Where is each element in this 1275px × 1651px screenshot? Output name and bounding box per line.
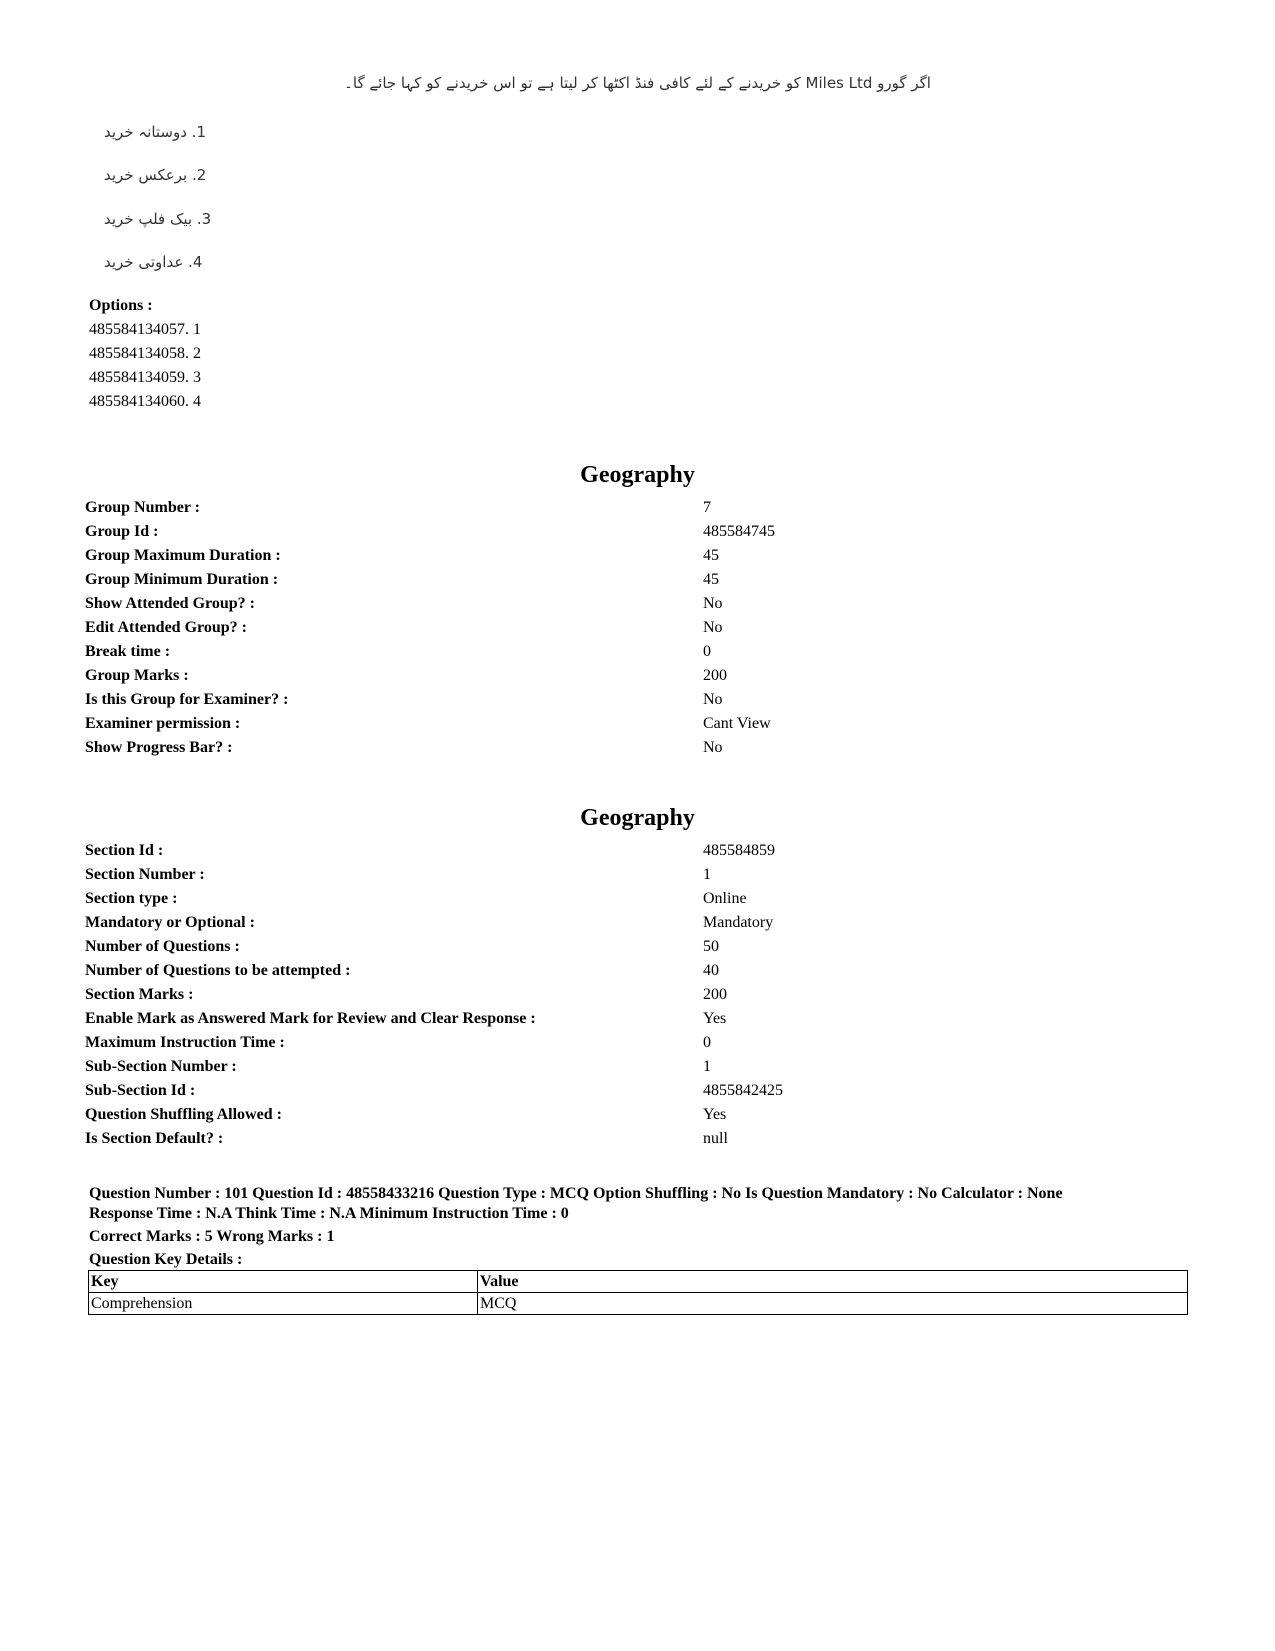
group-row [85,664,1185,688]
row-key: Enable Mark as Answered Mark for Review and Clear Response : [85,1010,536,1027]
section-row [85,1031,1185,1055]
section-row [85,863,1185,887]
row-value: 0 [703,643,711,660]
key-header: Key [89,1271,478,1293]
row-key: Sub-Section Id : [85,1082,196,1099]
row-value: No [703,619,723,636]
answer-choice-2: 2. برعکس خرید [104,166,207,184]
row-key: Group Id : [85,523,159,540]
row-value: 4855842425 [703,1082,783,1099]
question-key-details-title: Question Key Details : [89,1251,243,1268]
group-row [85,520,1185,544]
key-cell: Comprehension [89,1293,478,1315]
option-item: 485584134058. 2 [89,345,201,362]
section-row [85,887,1185,911]
row-key: Is this Group for Examiner? : [85,691,289,708]
row-key: Section Number : [85,866,205,883]
group-row [85,568,1185,592]
section-row [85,959,1185,983]
row-value: 45 [703,571,719,588]
option-item: 485584134060. 4 [89,393,201,410]
row-key: Examiner permission : [85,715,241,732]
question-key-table [88,1270,1188,1315]
row-value: Online [703,890,747,907]
row-value: No [703,595,723,612]
question-text: اگر گورو Miles Ltd کو خریدنے کے لئے کافی فنڈ اکٹھا کر لیتا ہے تو اس خریدنے کو کہا جائے گا۔ [344,74,931,92]
row-key: Break time : [85,643,171,660]
row-value: 7 [703,499,711,516]
row-key: Mandatory or Optional : [85,914,255,931]
section-row [85,911,1185,935]
row-key: Number of Questions : [85,938,240,955]
row-value: Cant View [703,715,771,732]
answer-choice-4: 4. عداوتی خرید [104,253,203,271]
row-key: Question Shuffling Allowed : [85,1106,282,1123]
answer-choice-3: 3. بیک فلپ خرید [104,210,212,228]
row-key: Maximum Instruction Time : [85,1034,285,1051]
group-details-table [85,496,1185,760]
key-table-row [89,1293,1188,1315]
answer-choice-1: 1. دوستانہ خرید [104,123,207,141]
row-key: Group Maximum Duration : [85,547,281,564]
options-title: Options : [89,297,153,314]
row-key: Section Marks : [85,986,194,1003]
section-details-table [85,839,1185,1151]
question-info-line1: Question Number : 101 Question Id : 48558433216 Question Type : MCQ Option Shuffling : No Is Question Mandatory : No Calculator : None [89,1185,1063,1202]
options-list [89,294,201,414]
section-row [85,1103,1185,1127]
group-row [85,496,1185,520]
row-value: null [703,1130,728,1147]
row-key: Show Progress Bar? : [85,739,233,756]
row-value: Yes [703,1106,727,1123]
row-key: Sub-Section Number : [85,1058,237,1075]
group-row [85,712,1185,736]
value-header: Value [478,1271,1188,1293]
row-value: 1 [703,866,711,883]
row-value: 200 [703,667,727,684]
row-value: Yes [703,1010,727,1027]
row-key: Edit Attended Group? : [85,619,247,636]
key-table-header [89,1271,1188,1293]
section-row [85,1127,1185,1151]
question-info [89,1184,1209,1270]
row-value: 1 [703,1058,711,1075]
row-value: No [703,691,723,708]
group-row [85,640,1185,664]
group-row [85,688,1185,712]
row-value: No [703,739,723,756]
option-item: 485584134057. 1 [89,321,201,338]
row-value: 0 [703,1034,711,1051]
row-value: 40 [703,962,719,979]
row-value: 485584745 [703,523,775,540]
row-key: Section type : [85,890,178,907]
section-row [85,839,1185,863]
group-row [85,544,1185,568]
section-row [85,1055,1185,1079]
row-key: Group Marks : [85,667,189,684]
question-info-line2: Response Time : N.A Think Time : N.A Minimum Instruction Time : 0 [89,1205,569,1222]
group-row [85,736,1185,760]
group-row [85,616,1185,640]
row-key: Show Attended Group? : [85,595,255,612]
section-row [85,983,1185,1007]
row-key: Group Minimum Duration : [85,571,279,588]
group-row [85,592,1185,616]
row-key: Number of Questions to be attempted : [85,962,351,979]
row-value: Mandatory [703,914,774,931]
row-value: 45 [703,547,719,564]
row-key: Group Number : [85,499,200,516]
section-row [85,1079,1185,1103]
row-value: 50 [703,938,719,955]
row-key: Section Id : [85,842,164,859]
section-heading: Geography [580,805,695,831]
option-item: 485584134059. 3 [89,369,201,386]
row-value: 485584859 [703,842,775,859]
question-marks: Correct Marks : 5 Wrong Marks : 1 [89,1228,335,1245]
group-heading: Geography [580,462,695,488]
row-key: Is Section Default? : [85,1130,224,1147]
section-row [85,935,1185,959]
value-cell: MCQ [478,1293,1188,1315]
section-row [85,1007,1185,1031]
row-value: 200 [703,986,727,1003]
